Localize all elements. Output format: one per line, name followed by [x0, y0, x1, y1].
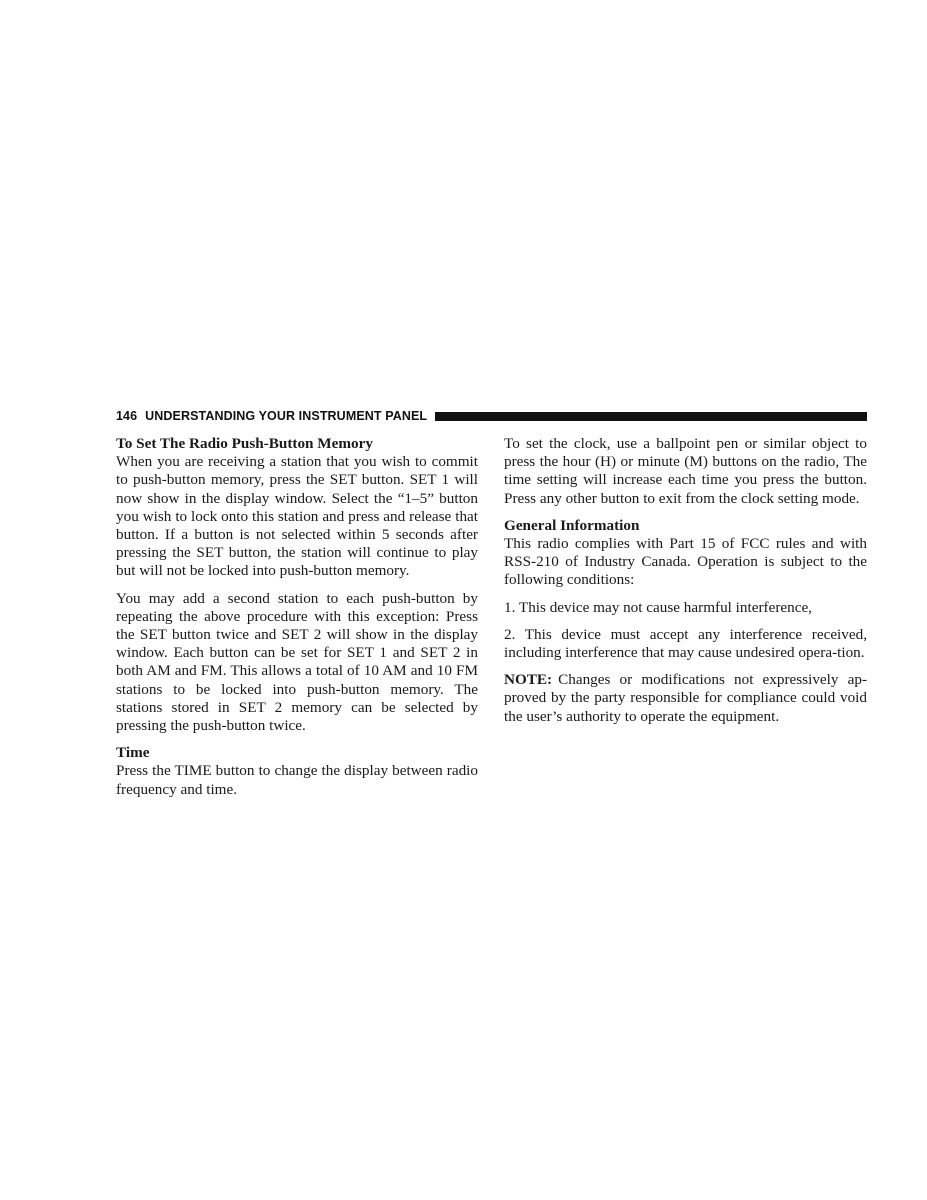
page-header	[116, 407, 867, 425]
header-text	[116, 409, 427, 423]
condition-1: 1. This device may not cause harmful interference,	[504, 598, 812, 616]
note-text: Changes or modifications not expressively ap-proved by the party responsible for compliance could void the user’s authority to operate the equipment.	[504, 671, 867, 725]
note-paragraph	[504, 671, 867, 726]
right-column	[504, 435, 867, 735]
paragraph-set-clock: To set the clock, use a ballpoint pen or similar object to press the hour (H) or minute (M) buttons on the radio, The time setting will increase each time you press the button. Press any other button to exit from the clock setting mode.	[504, 435, 867, 507]
paragraph-second-station: You may add a second station to each push-button by repeating the above procedure with this exception: Press the SET button twice and SET 2 will show in the display window. Each button can be set for SET 1 and SET 2 in both AM and FM. This allows a total of 10 AM and 10 FM stations to be locked into push-button memory. The stations stored in SET 2 memory can be selected by pressing the push-button twice.	[116, 589, 478, 735]
section-title: UNDERSTANDING YOUR INSTRUMENT PANEL	[145, 409, 428, 423]
paragraph-general-information: This radio complies with Part 15 of FCC rules and with RSS-210 of Industry Canada. Operation is subject to the following conditions:	[504, 535, 867, 589]
header-rule	[435, 412, 867, 421]
heading-general-information: General Information	[504, 516, 640, 534]
paragraph-time: Press the TIME button to change the display between radio frequency and time.	[116, 762, 478, 798]
paragraph-push-button-memory: When you are receiving a station that you wish to commit to push-button memory, press the SET button. SET 1 will now show in the display window. Select the “1–5” button you wish to lock onto this station and press and release that button. If a button is not selected within 5 seconds after pressing the SET button, the station will continue to play but will not be locked into push-button memory.	[116, 453, 478, 580]
heading-time: Time	[116, 744, 150, 762]
left-column	[116, 435, 478, 808]
condition-2: 2. This device must accept any interference received, including interference that may cause undesired opera-tion.	[504, 625, 867, 662]
note-label: NOTE:	[504, 671, 553, 689]
page-number: 146	[116, 409, 138, 423]
heading-push-button-memory: To Set The Radio Push-Button Memory	[116, 435, 373, 452]
